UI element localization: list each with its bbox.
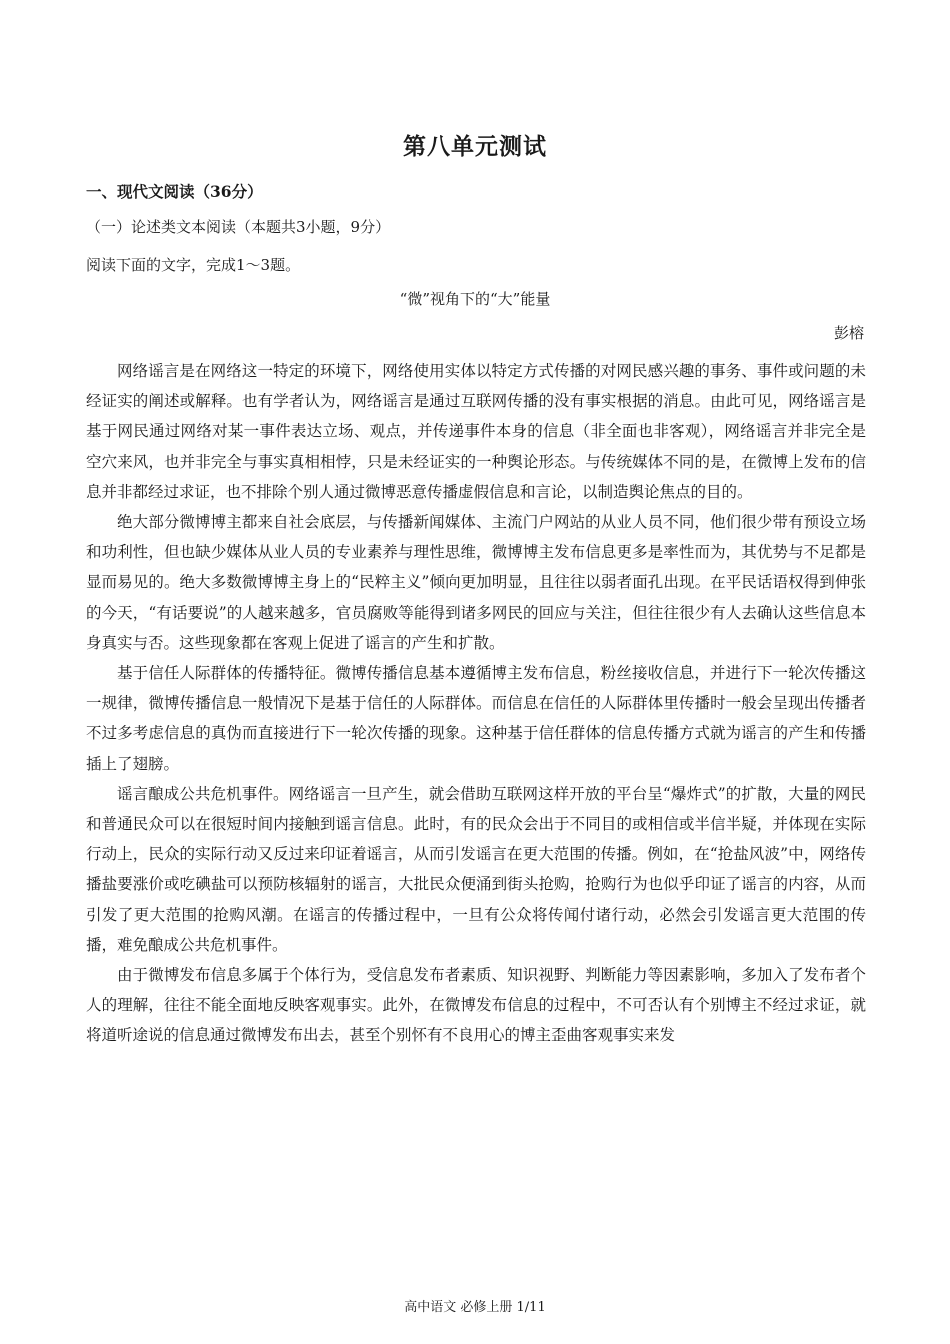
article-title: “微”视角下的“大”能量 — [399, 290, 551, 308]
subsection-heading: （一）论述类文本阅读（本题共3小题，9分） — [86, 218, 391, 236]
page-footer: 高中语文 必修上册 1/11 — [404, 1300, 546, 1315]
reading-instruction: 阅读下面的文字，完成1～3题。 — [86, 256, 301, 274]
article-author: 彭榕 — [833, 324, 864, 342]
paragraph: 由于微博发布信息多属于个体行为，受信息发布者素质、知识视野、判断能力等因素影响，多加入了发布者个人的理解，往往不能全面地反映客观事实。此外，在微博发布信息的过程中，不可否认有个别博主不经过求证，就将道听途说的信息通过微博发布出去，甚至个别怀有不良用心的博主歪曲客观事实来发 — [86, 966, 866, 1045]
paragraph: 网络谣言是在网络这一特定的环境下，网络使用实体以特定方式传播的对网民感兴趣的事务、事件或问题的未经证实的阐述或解释。也有学者认为，网络谣言是通过互联网传播的没有事实根据的消息。由此可见，网络谣言是基于网民通过网络对某一事件表达立场、观点，并传递事件本身的信息（非全面也非客观），网络谣言并非完全是空穴来风，也并非完全与事实真相相悖，只是未经证实的一种舆论形态。与传统媒体不同的是，在微博上发布的信息并非都经过求证，也不排除个别人通过微博恶意传播虚假信息和言论，以制造舆论焦点的目的。 — [86, 362, 866, 501]
section-heading: 一、现代文阅读（36分） — [86, 182, 263, 201]
paragraph: 绝大部分微博博主都来自社会底层，与传播新闻媒体、主流门户网站的从业人员不同，他们很少带有预设立场和功利性，但也缺少媒体从业人员的专业素养与理性思维，微博博主发布信息更多是率性而为，其优势与不足都是显而易见的。绝大多数微博博主身上的“民粹主义”倾向更加明显，且往往以弱者面孔出现。在平民话语权得到伸张的今天，“有话要说”的人越来越多，官员腐败等能得到诸多网民的回应与关注，但往往很少有人去确认这些信息本身真实与否。这些现象都在客观上促进了谣言的产生和扩散。 — [86, 513, 866, 652]
page-title: 第八单元测试 — [403, 133, 547, 160]
article-body — [86, 356, 866, 1051]
paragraph: 基于信任人际群体的传播特征。微博传播信息基本遵循博主发布信息，粉丝接收信息，并进行下一轮次传播这一规律，微博传播信息一般情况下是基于信任的人际群体。而信息在信任的人际群体里传播时一般会呈现出传播者不过多考虑信息的真伪而直接进行下一轮次传播的现象。这种基于信任群体的信息传播方式就为谣言的产生和传播插上了翅膀。 — [86, 664, 866, 773]
paragraph: 谣言酿成公共危机事件。网络谣言一旦产生，就会借助互联网这样开放的平台呈“爆炸式”的扩散，大量的网民和普通民众可以在很短时间内接触到谣言信息。此时，有的民众会出于不同目的或相信或半信半疑，并体现在实际行动上，民众的实际行动又反过来印证着谣言，从而引发谣言在更大范围的传播。例如，在“抢盐风波”中，网络传播盐要涨价或吃碘盐可以预防核辐射的谣言，大批民众便涌到街头抢购，抢购行为也似乎印证了谣言的内容，从而引发了更大范围的抢购风潮。在谣言的传播过程中，一旦有公众将传闻付诸行动，必然会引发谣言更大范围的传播，难免酿成公共危机事件。 — [86, 784, 866, 954]
